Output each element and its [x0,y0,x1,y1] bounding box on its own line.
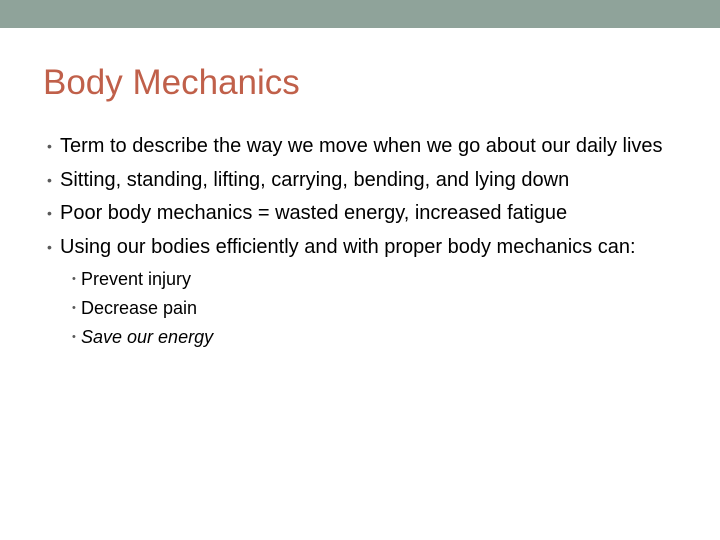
slide-top-bar [0,0,720,28]
bullet-text: Sitting, standing, lifting, carrying, bending, and lying down [60,168,570,191]
sub-bullet-item [72,323,707,352]
bullet-dot-icon: • [47,238,52,255]
slide-content [47,130,707,352]
sub-bullet-item [72,265,707,294]
bullet-list [47,130,707,352]
sub-bullet-list [72,265,707,352]
bullet-item [47,130,707,164]
sub-bullet-text: Save our energy [81,327,214,347]
bullet-text: Poor body mechanics = wasted energy, increased fatigue [60,202,568,224]
bullet-item [47,164,707,198]
slide-title: Body Mechanics [43,63,300,102]
sub-bullet-text: Prevent injury [81,269,192,289]
sub-bullet-dot-icon: • [72,331,76,343]
bullet-dot-icon: • [47,171,52,188]
bullet-text: Using our bodies efficiently and with proper body mechanics can: [60,235,636,258]
sub-bullet-item [72,294,707,323]
bullet-item [47,197,707,231]
sub-bullet-dot-icon: • [72,302,76,314]
bullet-dot-icon: • [47,138,52,154]
bullet-item [47,231,707,353]
bullet-dot-icon: • [47,205,52,221]
sub-bullet-text: Decrease pain [81,298,198,318]
sub-bullet-dot-icon: • [72,273,76,285]
bullet-text: Term to describe the way we move when we go about our daily lives [60,135,663,157]
